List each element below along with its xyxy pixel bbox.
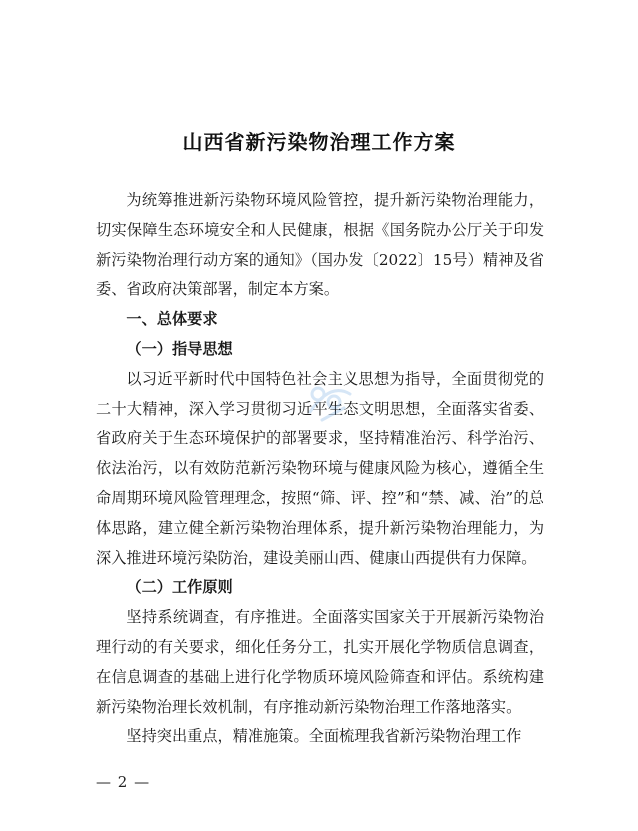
- section-heading-general-requirements: 一、总体要求: [126, 310, 218, 329]
- page-number: — 2 —: [96, 773, 151, 791]
- principle-paragraph-1: 坚持系统调查，有序推进。全面落实国家关于开展新污染物治理行动的有关要求，细化任务分工，扎实开展化学物质信息调查，在信息调查的基础上进行化学物质环境风险筛查和评估。系统构建新污染物治理长效机制，有序推动新污染物治理工作落地落实。: [96, 608, 544, 716]
- document-body: [96, 186, 544, 752]
- intro-paragraph: 为统筹推进新污染物环境风险管控，提升新污染物治理能力，切实保障生态环境安全和人民健康，根据《国务院办公厅关于印发新污染物治理行动方案的通知》（国办发〔2022〕15号）精神及省委、省政府决策部署，制定本方案。: [96, 191, 544, 299]
- principle-paragraph-2: 坚持突出重点，精准施策。全面梳理我省新污染物治理工作: [126, 727, 522, 746]
- document-title: 山西省新污染物治理工作方案: [182, 130, 456, 154]
- guiding-ideology-paragraph: 以习近平新时代中国特色社会主义思想为指导，全面贯彻党的二十大精神，深入学习贯彻习近平生态文明思想，全面落实省委、省政府关于生态环境保护的部署要求，坚持精准治污、科学治污、依法治污，以有效防范新污染物环境与健康风险为核心，遵循全生命周期环境风险管理理念，按照“筛、评、控”和“禁、减、治”的总体思路，建立健全新污染物治理体系，提升新污染物治理能力，为深入推进环境污染防治，建设美丽山西、健康山西提供有力保障。: [96, 369, 544, 567]
- subsection-heading-guiding-ideology: （一）指导思想: [126, 339, 233, 358]
- subsection-heading-working-principles: （二）工作原则: [126, 578, 233, 597]
